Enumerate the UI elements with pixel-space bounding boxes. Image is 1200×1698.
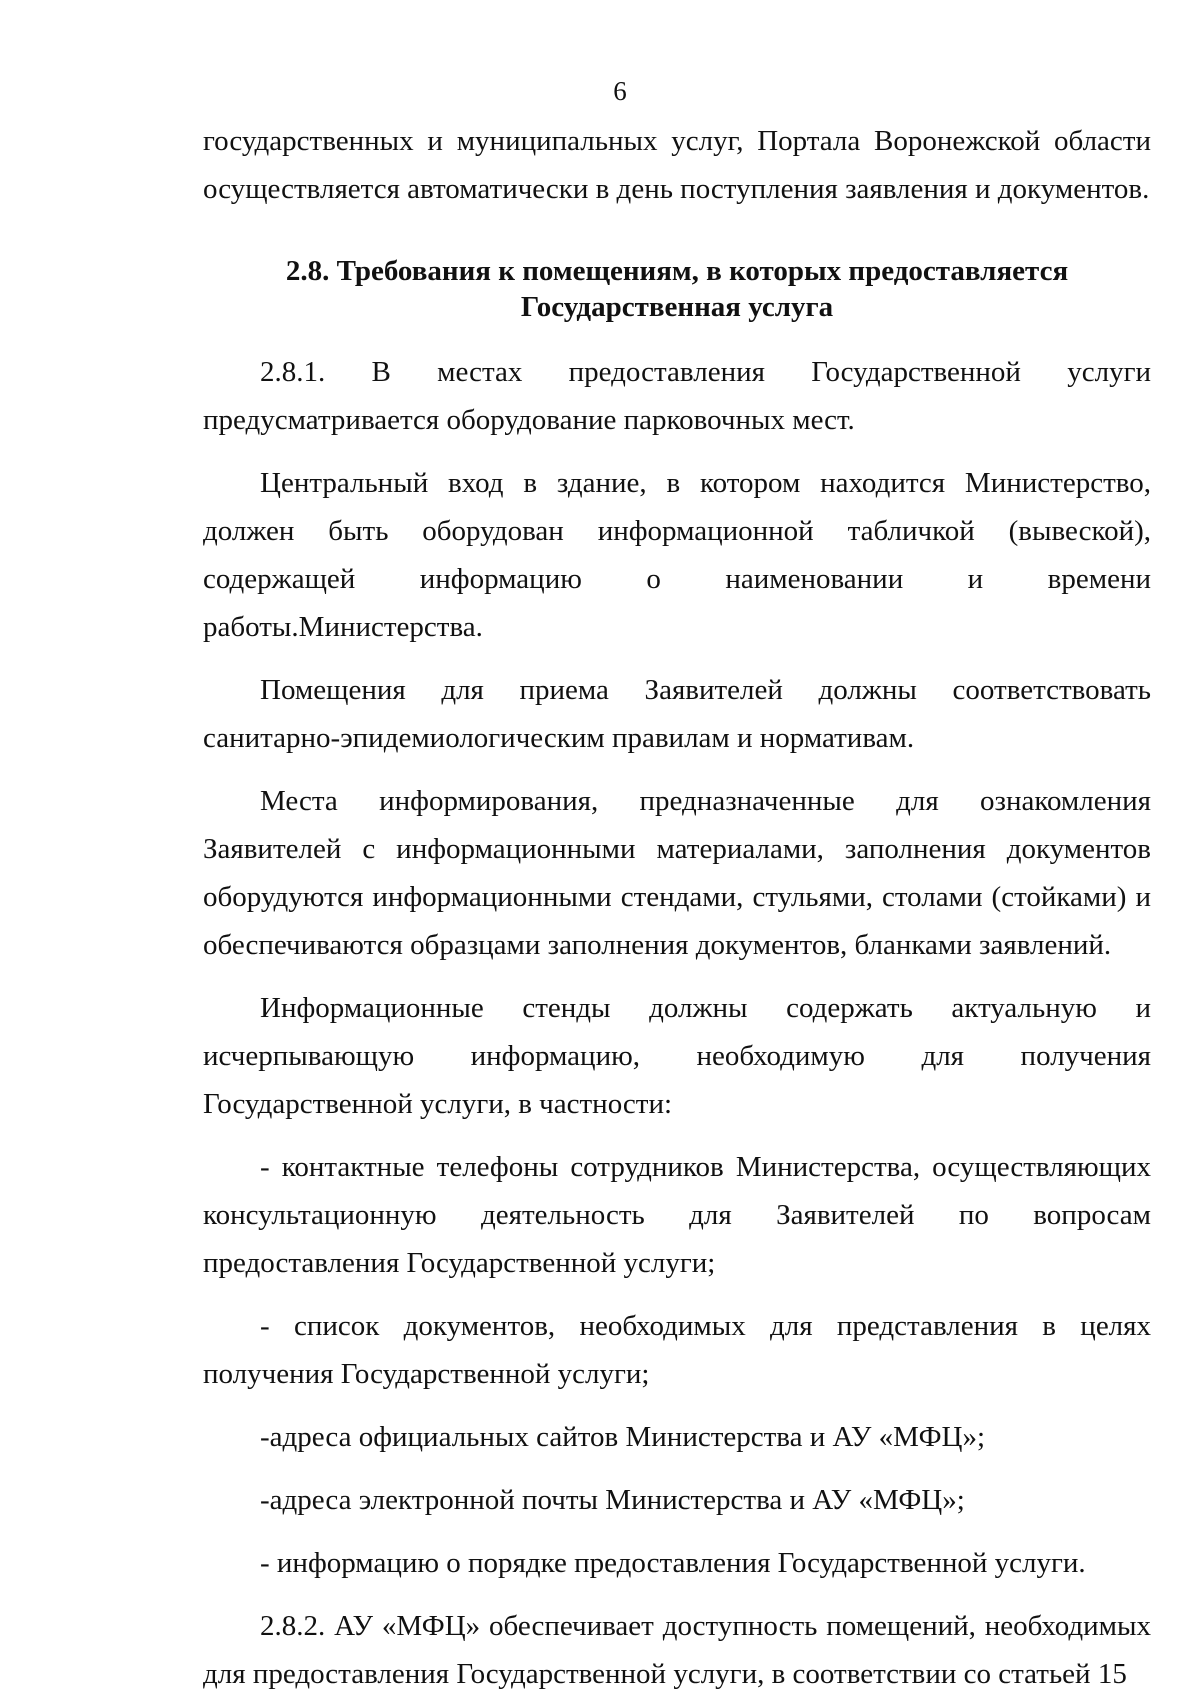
list-item-documents: - список документов, необходимых для представления в целях получения Государственной услуги; [203,1310,1151,1390]
paragraph-entrance: Центральный вход в здание, в котором находится Министерство, должен быть оборудован информационной табличкой (вывеской), содержащей информацию о наименовании и времени работы.Министерства. [203,467,1151,643]
paragraph-info-stands: Информационные стенды должны содержать актуальную и исчерпывающую информацию, необходимую для получения Государственной услуги, в частности: [203,992,1151,1120]
section-heading-line-2: Государственная услуга [520,291,834,323]
section-heading-line-1: 2.8. Требования к помещениям, в которых предоставляется [285,255,1069,287]
section-heading [203,253,1151,325]
intro-line-2: осуществляется автоматически в день поступления заявления и документов. [203,173,1150,205]
list-item-phones: - контактные телефоны сотрудников Министерства, осуществляющих консультационную деятельность для Заявителей по вопросам предоставления Государственной услуги; [203,1151,1151,1279]
intro-line-1: государственных и муниципальных услуг, Портала Воронежской области [203,125,1151,157]
paragraph-premises: Помещения для приема Заявителей должны соответствовать санитарно-эпидемиологическим правилам и нормативам. [203,674,1151,754]
page-number: 6 [613,76,627,106]
paragraph-info-places: Места информирования, предназначенные для ознакомления Заявителей с информационными материалами, заполнения документов оборудуются информационными стендами, стульями, столами (стойками) и обеспечиваются образцами заполнения документов, бланками заявлений. [203,785,1151,961]
document-body [203,117,1151,1698]
paragraph-2-8-1: 2.8.1. В местах предоставления Государственной услуги предусматривается оборудование парковочных мест. [203,356,1151,436]
paragraph-2-8-2: 2.8.2. АУ «МФЦ» обеспечивает доступность помещений, необходимых для предоставления Государственной услуги, в соответствии со статьей 15 [203,1610,1151,1690]
list-item-websites: -адреса официальных сайтов Министерства и АУ «МФЦ»; [260,1421,985,1453]
list-item-procedure: - информацию о порядке предоставления Государственной услуги. [260,1547,1086,1579]
list-item-emails: -адреса электронной почты Министерства и АУ «МФЦ»; [260,1484,965,1516]
